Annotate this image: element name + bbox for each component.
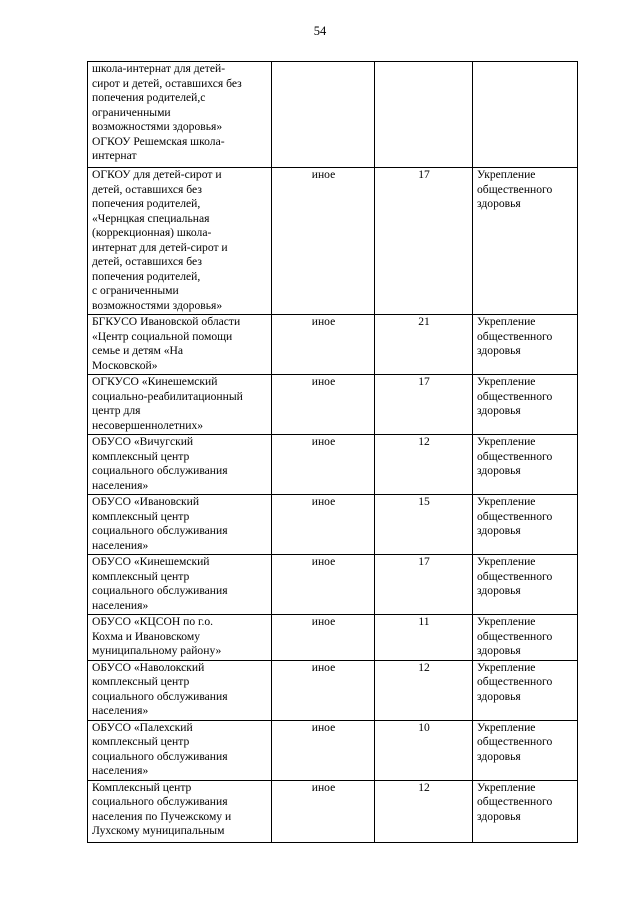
count-cell: 11 xyxy=(375,615,473,661)
type-cell: иное xyxy=(272,615,375,661)
count-cell: 17 xyxy=(375,168,473,315)
type-cell xyxy=(272,62,375,168)
type-cell: иное xyxy=(272,780,375,842)
count-cell: 12 xyxy=(375,435,473,495)
purpose-cell: Укрепление общественного здоровья xyxy=(473,660,578,720)
organization-cell: ОБУСО «КЦСОН по г.о. Кохма и Ивановскому муниципальному району» xyxy=(88,615,272,661)
count-cell: 15 xyxy=(375,495,473,555)
type-cell: иное xyxy=(272,168,375,315)
type-cell: иное xyxy=(272,495,375,555)
count-cell: 10 xyxy=(375,720,473,780)
table-row xyxy=(88,720,578,780)
count-cell: 17 xyxy=(375,375,473,435)
organization-cell: Комплексный центр социального обслуживания населения по Пучежскому и Лухскому муниципальным xyxy=(88,780,272,842)
organization-cell: ОГКОУ для детей-сирот и детей, оставшихся без попечения родителей, «Чернцкая специальная (коррекционная) школа- интернат для детей-сирот и детей, оставшихся без попечения родителей, с ограниченными возможностями здоровья» xyxy=(88,168,272,315)
organization-cell: ОБУСО «Ивановский комплексный центр социального обслуживания населения» xyxy=(88,495,272,555)
organization-cell: школа-интернат для детей- сирот и детей, оставшихся без попечения родителей,с ограниченными возможностями здоровья» ОГКОУ Решемская школа- интернат xyxy=(88,62,272,168)
type-cell: иное xyxy=(272,435,375,495)
type-cell: иное xyxy=(272,315,375,375)
count-cell: 17 xyxy=(375,555,473,615)
page-number: 54 xyxy=(313,24,327,38)
organization-cell: ОГКУСО «Кинешемский социально-реабилитационный центр для несовершеннолетних» xyxy=(88,375,272,435)
table-row xyxy=(88,62,578,168)
purpose-cell: Укрепление общественного здоровья xyxy=(473,375,578,435)
purpose-cell: Укрепление общественного здоровья xyxy=(473,495,578,555)
table-row xyxy=(88,168,578,315)
purpose-cell: Укрепление общественного здоровья xyxy=(473,168,578,315)
organization-cell: БГКУСО Ивановской области «Центр социальной помощи семье и детям «На Московской» xyxy=(88,315,272,375)
table-row xyxy=(88,660,578,720)
table-row xyxy=(88,780,578,842)
organization-cell: ОБУСО «Палехский комплексный центр социального обслуживания населения» xyxy=(88,720,272,780)
organization-cell: ОБУСО «Кинешемский комплексный центр социального обслуживания населения» xyxy=(88,555,272,615)
purpose-cell: Укрепление общественного здоровья xyxy=(473,435,578,495)
purpose-cell: Укрепление общественного здоровья xyxy=(473,720,578,780)
purpose-cell: Укрепление общественного здоровья xyxy=(473,315,578,375)
purpose-cell: Укрепление общественного здоровья xyxy=(473,615,578,661)
table-row xyxy=(88,615,578,661)
table-row xyxy=(88,315,578,375)
table-row xyxy=(88,555,578,615)
table-row xyxy=(88,495,578,555)
table-row xyxy=(88,435,578,495)
purpose-cell: Укрепление общественного здоровья xyxy=(473,780,578,842)
count-cell: 21 xyxy=(375,315,473,375)
table-row xyxy=(88,375,578,435)
count-cell: 12 xyxy=(375,660,473,720)
purpose-cell xyxy=(473,62,578,168)
count-cell xyxy=(375,62,473,168)
institutions-table xyxy=(87,61,578,843)
type-cell: иное xyxy=(272,375,375,435)
purpose-cell: Укрепление общественного здоровья xyxy=(473,555,578,615)
count-cell: 12 xyxy=(375,780,473,842)
type-cell: иное xyxy=(272,720,375,780)
organization-cell: ОБУСО «Наволокский комплексный центр социального обслуживания населения» xyxy=(88,660,272,720)
organization-cell: ОБУСО «Вичугский комплексный центр социального обслуживания населения» xyxy=(88,435,272,495)
type-cell: иное xyxy=(272,555,375,615)
type-cell: иное xyxy=(272,660,375,720)
